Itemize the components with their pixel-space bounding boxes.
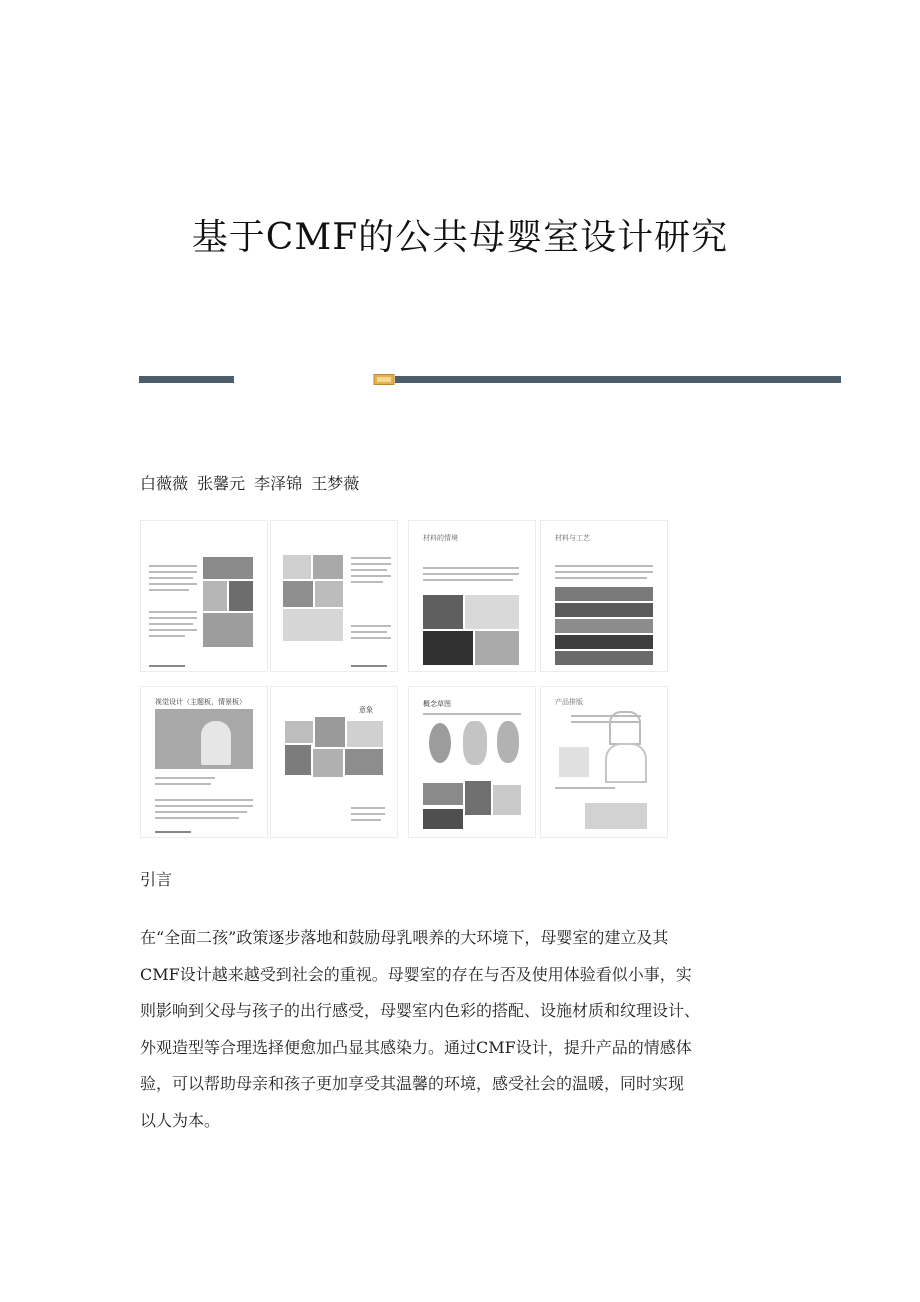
intro-line: 验，可以帮助母亲和孩子更加享受其温馨的环境，感受社会的温暖，同时实现 [140, 1074, 685, 1094]
panel-heading: 材料的情境 [423, 534, 458, 542]
figure-panel-5 [140, 686, 268, 838]
intro-line: 外观造型等合理选择便愈加凸显其感染力。通过CMF设计，提升产品的情感体 [140, 1037, 692, 1057]
figure-panel-8 [540, 686, 668, 838]
figure-panel-6 [270, 686, 398, 838]
intro-heading: 引言 [140, 870, 173, 889]
panel-heading: 产品排版 [555, 698, 583, 706]
panel-heading: 概念草图 [423, 700, 451, 708]
author-list: 白薇薇 张馨元 李泽锦 王梦薇 [140, 474, 360, 493]
panel-heading: 意象 [359, 706, 373, 714]
panel-heading: 材料与工艺 [555, 534, 590, 542]
figure-panel-3 [408, 520, 536, 672]
intro-line: CMF设计越来越受到社会的重视。母婴室的存在与否及使用体验看似小事，实 [140, 964, 692, 984]
figure-panel-7 [408, 686, 536, 838]
divider-left-bar [139, 376, 234, 383]
paper-title: 基于CMF的公共母婴室设计研究 [191, 217, 729, 258]
intro-line: 在“全面二孩”政策逐步落地和鼓励母乳喂养的大环境下，母婴室的建立及其 [140, 928, 669, 947]
figure-panel-1 [140, 520, 268, 672]
figure-panel-2 [270, 520, 398, 672]
design-board-figure [140, 520, 670, 840]
intro-line: 以人为本。 [140, 1110, 221, 1130]
intro-line: 则影响到父母与孩子的出行感受，母婴室内色彩的搭配、设施材质和纹理设计、 [140, 1001, 701, 1021]
title-divider [139, 374, 841, 384]
intro-paragraph [140, 920, 790, 1140]
divider-right-bar [395, 376, 841, 383]
figure-panel-4 [540, 520, 668, 672]
panel-heading: 视觉设计（主题板，情景板） [155, 698, 246, 706]
envelope-icon [373, 374, 395, 385]
